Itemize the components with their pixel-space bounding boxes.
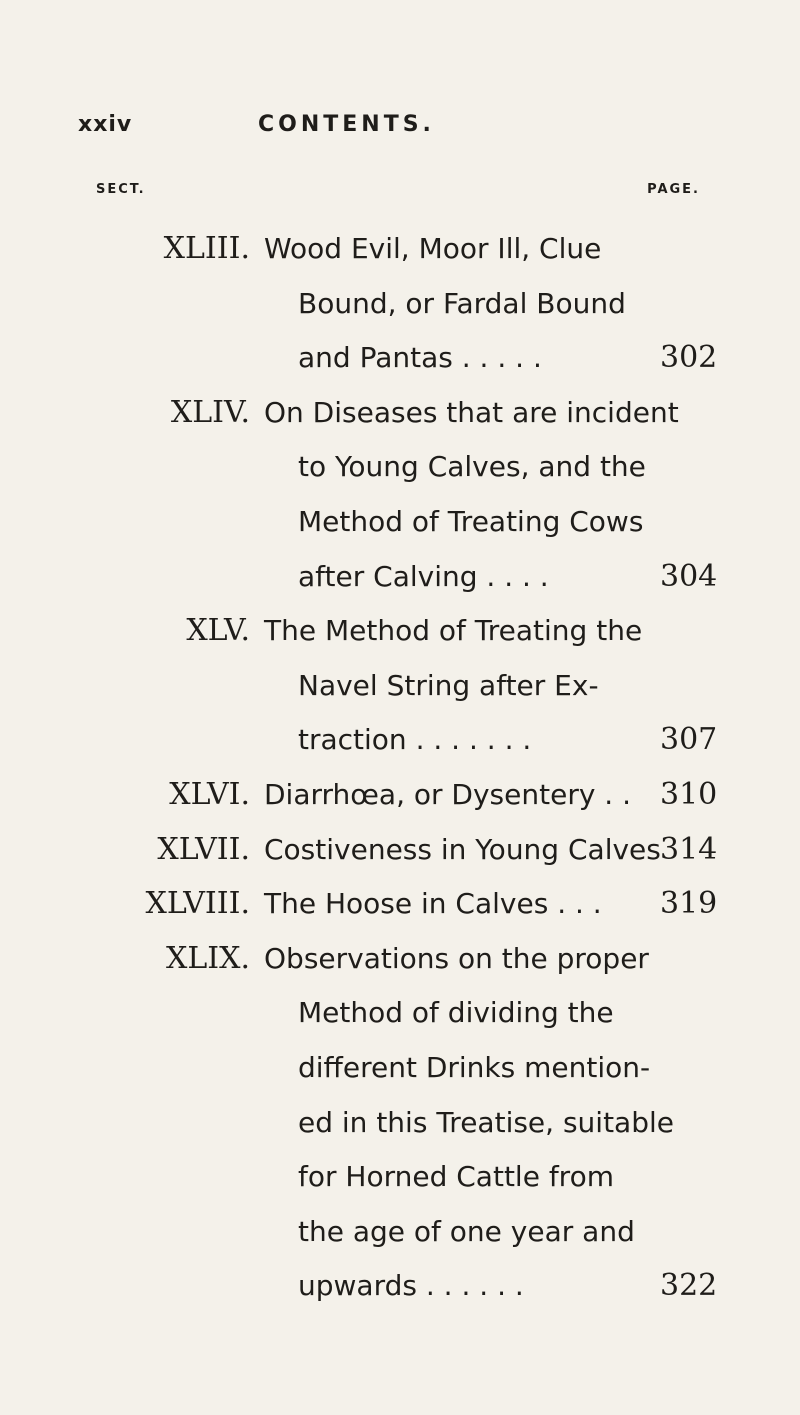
entry-title-line: Wood Evil, Moor Ill, Clue (264, 232, 602, 265)
toc-entry (0, 222, 800, 386)
entry-title-line: the age of one year and (298, 1214, 635, 1248)
entry-title-line: Navel String after Ex- (298, 668, 599, 702)
entry-title-line: after Calving . . . . (298, 559, 549, 593)
entry-title-line: Method of dividing the (298, 996, 614, 1030)
table-of-contents (0, 222, 800, 1314)
page-number: 302 (660, 340, 718, 376)
toc-entry (0, 386, 800, 604)
section-column-heading: SECT. (96, 182, 146, 197)
page-number: 310 (660, 776, 718, 812)
entry-title-line: ed in this Treatise, suitable (298, 1105, 674, 1139)
entry-title-line: The Method of Treating the (264, 614, 643, 648)
section-number: XLIII. (163, 231, 250, 266)
page-number: 314 (660, 831, 718, 867)
toc-entry (0, 823, 800, 878)
section-number: XLV. (186, 613, 250, 649)
entry-title-line: Method of Treating Cows (298, 504, 644, 538)
section-number: XLIX. (165, 940, 250, 976)
column-headings (0, 182, 800, 206)
page-column-heading: PAGE. (647, 182, 700, 197)
entry-title-line: The Hoose in Calves . . . (264, 887, 602, 921)
entry-title-line: On Diseases that are incident (264, 395, 679, 429)
toc-entry (0, 877, 800, 932)
entry-title-line: to Young Calves, and the (298, 450, 646, 484)
entry-title-line: Bound, or Fardal Bound (298, 286, 626, 320)
toc-entry (0, 604, 800, 768)
page-number: 307 (660, 722, 718, 758)
entry-title-line: Diarrhœa, or Dysentery . . (264, 777, 632, 811)
entry-title-line: and Pantas . . . . . (298, 341, 542, 375)
toc-entry (0, 768, 800, 823)
entry-title-line: Observations on the proper (264, 941, 649, 975)
section-number: XLVII. (157, 831, 250, 867)
page-number: 322 (660, 1268, 718, 1304)
running-title: CONTENTS. (258, 112, 435, 137)
section-number: XLVI. (169, 776, 250, 812)
entry-title-line: different Drinks mention- (298, 1050, 651, 1084)
entry-title-line: for Horned Cattle from (298, 1160, 614, 1194)
page-folio: xxiv (78, 112, 133, 137)
section-number: XLIV. (170, 394, 250, 430)
entry-title-line: upwards . . . . . . (298, 1269, 524, 1303)
section-number: XLVIII. (145, 886, 250, 922)
toc-entry (0, 932, 800, 1314)
entry-title-line: Costiveness in Young Calves (264, 832, 661, 866)
page-number: 304 (660, 558, 718, 594)
page-number: 319 (660, 886, 718, 922)
running-head (0, 112, 800, 152)
entry-title-line: traction . . . . . . . (298, 723, 532, 757)
